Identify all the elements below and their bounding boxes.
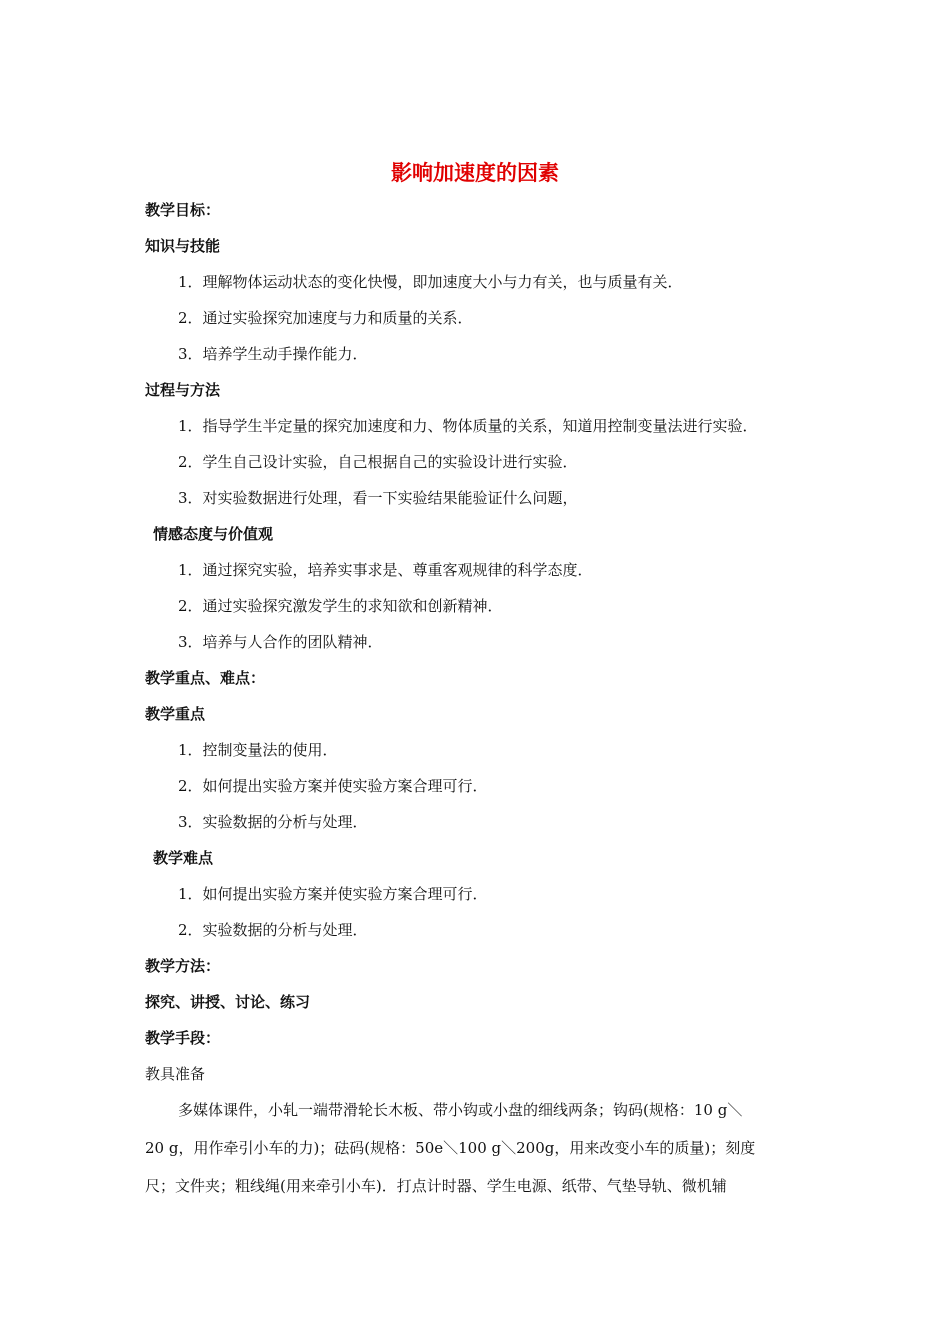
emotion-item: 3．培养与人合作的团队精神． xyxy=(178,633,383,651)
method-heading: 教学方法： xyxy=(145,957,221,975)
process-heading: 过程与方法 xyxy=(145,381,221,399)
emotion-item: 1．通过探究实验，培养实事求是、尊重客观规律的科学态度． xyxy=(178,561,593,579)
knowledge-item: 2．通过实验探究加速度与力和质量的关系． xyxy=(178,309,473,327)
objectives-heading: 教学目标： xyxy=(145,201,221,219)
difficult-item: 2．实验数据的分析与处理． xyxy=(178,921,368,939)
emotion-item: 2．通过实验探究激发学生的求知欲和创新精神． xyxy=(178,597,503,615)
knowledge-heading: 知识与技能 xyxy=(145,237,221,255)
means-paragraph-line: 多媒体课件，小轧一端带滑轮长木板、带小钩或小盘的细线两条；钩码(规格：10 g＼ xyxy=(178,1101,743,1119)
method-content: 探究、讲授、讨论、练习 xyxy=(145,993,311,1011)
process-item: 1．指导学生半定量的探究加速度和力、物体质量的关系，知道用控制变量法进行实验． xyxy=(178,417,758,435)
knowledge-item: 3．培养学生动手操作能力． xyxy=(178,345,368,363)
difficult-item: 1．如何提出实验方案并使实验方案合理可行． xyxy=(178,885,488,903)
means-paragraph-line: 20 g，用作牵引小车的力)；砝码(规格：50e＼100 g＼200g，用来改变小车的质量)；刻度 xyxy=(145,1139,756,1157)
process-item: 2．学生自己设计实验，自己根据自己的实验设计进行实验． xyxy=(178,453,578,471)
knowledge-item: 1．理解物体运动状态的变化快慢，即加速度大小与力有关，也与质量有关． xyxy=(178,273,683,291)
keypoints-heading: 教学重点、难点： xyxy=(145,669,266,687)
key-item: 3．实验数据的分析与处理． xyxy=(178,813,368,831)
emotion-heading: 情感态度与价值观 xyxy=(153,525,274,543)
means-paragraph-line: 尺；文件夹；粗线绳(用来牵引小车)．打点计时器、学生电源、纸带、气垫导轨、微机辅 xyxy=(145,1177,727,1195)
means-heading: 教学手段： xyxy=(145,1029,221,1047)
process-item: 3．对实验数据进行处理，看一下实验结果能验证什么问题， xyxy=(178,489,578,507)
difficult-heading: 教学难点 xyxy=(153,849,214,867)
key-item: 1．控制变量法的使用． xyxy=(178,741,338,759)
document-title: 影响加速度的因素 xyxy=(391,161,559,185)
key-heading: 教学重点 xyxy=(145,705,206,723)
key-item: 2．如何提出实验方案并使实验方案合理可行． xyxy=(178,777,488,795)
means-subheading: 教具准备 xyxy=(145,1065,206,1083)
